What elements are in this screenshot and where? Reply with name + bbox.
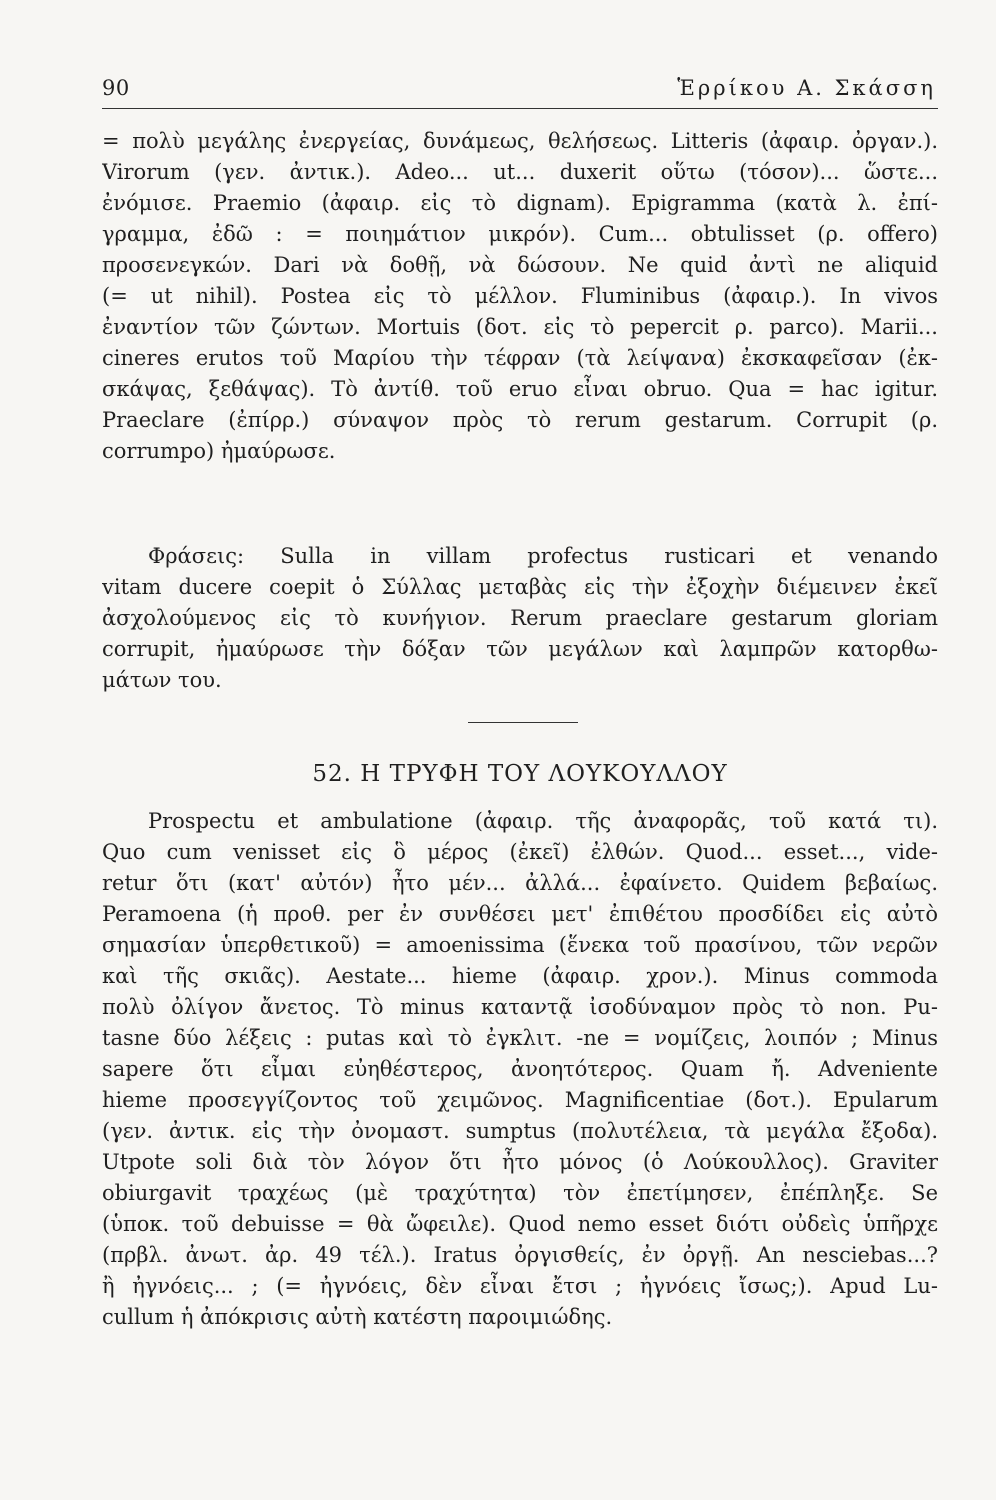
text-line: (= ut nihil). Postea εἰς τὸ μέλλον. Fluminibus (ἀφαιρ.). In vivos [102, 284, 938, 308]
text-line: corrupit, ἠμαύρωσε τὴν δόξαν τῶν μεγάλων καὶ λαμπρῶν κατορθω- [102, 637, 938, 661]
text-line: (γεν. ἀντικ. εἰς τὴν ὀνομαστ. sumptus (πολυτέλεια, τὰ μεγάλα ἔξοδα). [102, 1119, 938, 1143]
paragraph-vocabulary-notes [102, 126, 938, 467]
text-line: sapere ὅτι εἶμαι εὐηθέστερος, ἀνοητότερος. Quam ἤ. Adveniente [102, 1057, 938, 1081]
text-line: ἀσχολούμενος εἰς τὸ κυνήγιον. Rerum praeclare gestarum gloriam [102, 606, 938, 630]
text-line: σημασίαν ὑπερθετικοῦ) = amoenissima (ἕνεκα τοῦ πρασίνου, τῶν νερῶν [102, 933, 938, 957]
text-line: cullum ἡ ἀπόκρισις αὐτὴ κατέστη παροιμιώδης. [102, 1305, 613, 1329]
paragraph-phrases [102, 541, 938, 696]
text-line: obiurgavit τραχέως (μὲ τραχύτητα) τὸν ἐπετίμησεν, ἐπέπληξε. Se [102, 1181, 938, 1205]
text-line: (ὑποκ. τοῦ debuisse = θὰ ὤφειλε). Quod nemo esset διότι οὐδεὶς ὑπῆρχε [102, 1212, 938, 1236]
text-line: Quo cum venisset εἰς ὃ μέρος (ἐκεῖ) ἐλθών. Quod... esset..., vide- [102, 840, 938, 864]
text-line: Φράσεις: Sulla in villam profectus rusticari et venando [148, 544, 938, 568]
paragraph-section-52-notes [102, 806, 938, 1333]
page-number: 90 [102, 76, 130, 100]
text-line: πολὺ ὀλίγον ἄνετος. Τὸ minus καταντᾷ ἰσοδύναμον πρὸς τὸ non. Pu- [102, 995, 938, 1019]
text-line: ἢ ἠγνόεις... ; (= ἠγνόεις, δὲν εἶναι ἔτσι ; ἠγνόεις ἴσως;). Apud Lu- [102, 1274, 938, 1298]
text-line: retur ὅτι (κατ' αὐτόν) ἦτο μέν... ἀλλά... ἐφαίνετο. Quidem βεβαίως. [102, 871, 938, 895]
text-line: tasne δύο λέξεις : putas καὶ τὸ ἐγκλιτ. -ne = νομίζεις, λοιπόν ; Minus [102, 1026, 938, 1050]
text-line: γραμμα, ἐδῶ : = ποιημάτιον μικρόν). Cum... obtulisset (ρ. offero) [102, 222, 938, 246]
text-line: Virorum (γεν. ἀντικ.). Adeo... ut... duxerit οὕτω (τόσον)... ὥστε... [102, 160, 938, 184]
text-line: vitam ducere coepit ὁ Σύλλας μεταβὰς εἰς τὴν ἐξοχὴν διέμεινεν ἐκεῖ [102, 575, 938, 599]
text-line: μάτων του. [102, 668, 222, 692]
text-line: = πολὺ μεγάλης ἐνεργείας, δυνάμεως, θελήσεως. Litteris (ἀφαιρ. ὀργαν.). [102, 129, 938, 153]
text-line: ἐνόμισε. Praemio (ἀφαιρ. εἰς τὸ dignam). Epigramma (κατὰ λ. ἐπί- [102, 191, 938, 215]
section-separator [468, 722, 578, 723]
text-line: Peramoena (ἡ προθ. per ἐν συνθέσει μετ' ἐπιθέτου προσδίδει εἰς αὐτὸ [102, 902, 938, 926]
text-line: Praeclare (ἐπίρρ.) σύναψον πρὸς τὸ rerum gestarum. Corrupit (ρ. [102, 408, 938, 432]
header-rule [102, 108, 938, 109]
text-line: καὶ τῆς σκιᾶς). Aestate... hieme (ἀφαιρ. χρον.). Minus commoda [102, 964, 938, 988]
text-line: σκάψας, ξεθάψας). Τὸ ἀντίθ. τοῦ eruo εἶναι obruo. Qua = hac igitur. [102, 377, 938, 401]
text-line: (πρβλ. ἀνωτ. ἀρ. 49 τέλ.). Iratus ὀργισθείς, ἐν ὀργῇ. An nesciebas...? [102, 1243, 938, 1267]
running-head: Ἑρρίκου Α. Σκάσση [677, 76, 936, 100]
text-line: hieme προσεγγίζοντος τοῦ χειμῶνος. Magnificentiae (δοτ.). Epularum [102, 1088, 938, 1112]
text-line: Prospectu et ambulatione (ἀφαιρ. τῆς ἀναφορᾶς, τοῦ κατά τι). [148, 809, 938, 833]
text-line: προσενεγκών. Dari νὰ δοθῇ, νὰ δώσουν. Ne quid ἀντὶ ne aliquid [102, 253, 938, 277]
page-header [102, 70, 938, 106]
text-line: corrumpo) ἠμαύρωσε. [102, 439, 336, 463]
section-title: 52. Η ΤΡΥΦΗ ΤΟΥ ΛΟΥΚΟΥΛΛΟΥ [312, 761, 728, 787]
text-line: cineres erutos τοῦ Μαρίου τὴν τέφραν (τὰ λείψανα) ἐκσκαφεῖσαν (ἐκ- [102, 346, 938, 370]
text-line: Utpote soli διὰ τὸν λόγον ὅτι ἦτο μόνος (ὁ Λούκουλλος). Graviter [102, 1150, 938, 1174]
text-line: ἐναντίον τῶν ζώντων. Mortuis (δοτ. εἰς τὸ pepercit ρ. parco). Marii... [102, 315, 938, 339]
